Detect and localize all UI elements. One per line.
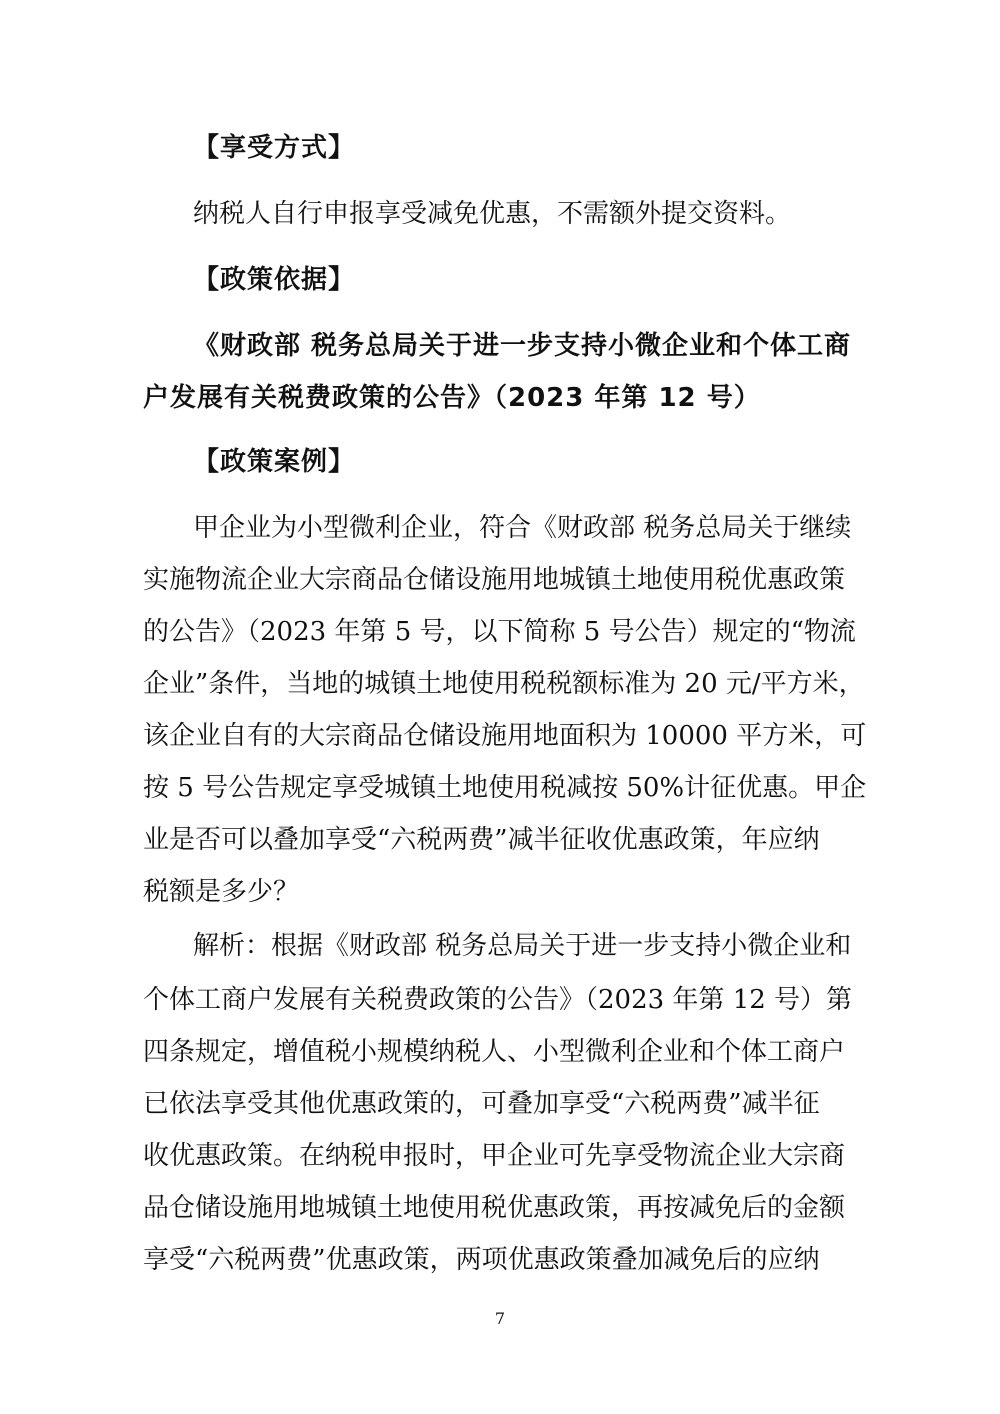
case-line: 企业”条件，当地的城镇土地使用税税额标准为 20 元/平方米， (143, 669, 865, 699)
heading-policy-case: 【政策案例】 (193, 447, 356, 477)
case-line: 税额是多少？ (143, 877, 300, 907)
policy-basis-line: 户发展有关税费政策的公告》（2023 年第 12 号） (143, 383, 761, 413)
page-number: 7 (494, 1309, 506, 1328)
analysis-line: 收优惠政策。在纳税申报时，甲企业可先享受物流企业大宗商 (143, 1141, 846, 1171)
policy-basis-line: 《财政部 税务总局关于进一步支持小微企业和个体工商 (193, 331, 852, 361)
case-line: 业是否可以叠加享受“六税两费”减半征收优惠政策，年应纳 (143, 825, 820, 855)
heading-policy-basis: 【政策依据】 (193, 265, 356, 295)
analysis-line: 个体工商户发展有关税费政策的公告》（2023 年第 12 号）第 (143, 985, 853, 1015)
analysis-line: 解析：根据《财政部 税务总局关于进一步支持小微企业和 (193, 931, 852, 961)
case-line: 的公告》（2023 年第 5 号，以下简称 5 号公告）规定的“物流 (143, 617, 856, 647)
analysis-line: 四条规定，增值税小规模纳税人、小型微利企业和个体工商户 (143, 1037, 846, 1067)
analysis-line: 已依法享受其他优惠政策的，可叠加享受“六税两费”减半征 (143, 1089, 820, 1119)
case-line: 甲企业为小型微利企业，符合《财政部 税务总局关于继续 (193, 513, 852, 543)
case-line: 该企业自有的大宗商品仓储设施用地面积为 10000 平方米，可 (143, 721, 867, 751)
analysis-line: 品仓储设施用地城镇土地使用税优惠政策，再按减免后的金额 (143, 1193, 846, 1223)
analysis-line: 享受“六税两费”优惠政策，两项优惠政策叠加减免后的应纳 (143, 1245, 820, 1275)
enjoy-method-text: 纳税人自行申报享受减免优惠，不需额外提交资料。 (193, 199, 792, 229)
case-line: 实施物流企业大宗商品仓储设施用地城镇土地使用税优惠政策 (143, 565, 846, 595)
case-line: 按 5 号公告规定享受城镇土地使用税减按 50%计征优惠。甲企 (143, 773, 867, 803)
heading-enjoy-method: 【享受方式】 (193, 133, 356, 163)
